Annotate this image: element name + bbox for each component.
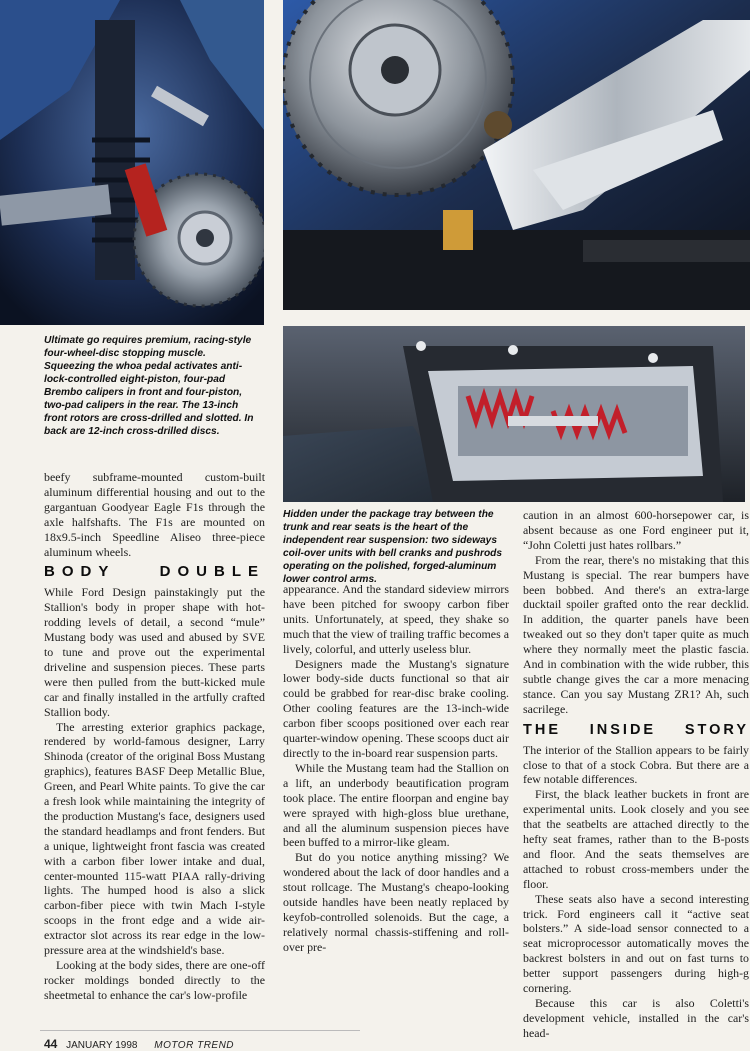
section-heading-inside-story: THE INSIDE STORY [523, 721, 749, 738]
paragraph: These seats also have a second interesting trick. Ford engineers call it “active seat bolsters.” A side-load sensor connected to a seat microprocessor automatically moves the backrest bolsters in and out on fast turns to better support passengers during high-g cornering. [523, 891, 749, 996]
paragraph: beefy subframe-mounted custom-built aluminum differential housing and out to the gargantuan Goodyear Eagle F1s through the axle halfshafts. The F1s are mounted on 18x9.5-inch Speedline Aliseo three-piece aluminum wheels. [44, 470, 265, 559]
text-column-3 [523, 508, 749, 1041]
issue-date: JANUARY 1998 [66, 1040, 138, 1051]
paragraph: caution in an almost 600-horsepower car, is absent because as one Ford engineer put it, “John Coletti just hates rollbars.” [523, 508, 749, 552]
text-column-2 [283, 582, 509, 955]
suspension-caption: Hidden under the package tray between the trunk and rear seats is the heart of the independent rear suspension: two sideways coil-over units with bell cranks and pushrods operating on the polished, forged-aluminum lower control arms. [283, 509, 503, 585]
front-brake-photo [0, 0, 264, 325]
page-footer [44, 1037, 234, 1051]
text-column-1 [44, 470, 265, 1003]
paragraph: Looking at the body sides, there are one-off rocker moldings bonded directly to the sheetmetal to enhance the car's low-profile [44, 958, 265, 1002]
paragraph: The interior of the Stallion appears to be fairly close to that of a stock Cobra. But there are a few notable differences. [523, 742, 749, 787]
paragraph: First, the black leather buckets in front are experimental units. Look closely and you see that the seatbelts are attached directly to the hefty seat frames, rather than to the B-posts and floor. And the seats themselves are attached to robust cross-members under the floor. [523, 787, 749, 891]
magazine-name: MOTOR TREND [154, 1040, 235, 1051]
paragraph: But do you notice anything missing? We wondered about the lack of door handles and a stout rollcage. The Mustang's cheapo-looking outside handles have been neatly replaced by keyfob-controlled solenoids. But the cage, a relatively normal chassis-stiffening and roll-over pre- [283, 850, 509, 954]
page-number: 44 [44, 1037, 58, 1051]
paragraph: While Ford Design painstakingly put the Stallion's body in proper shape with hot-rodding levels of detail, a second “mule” Mustang body was used and abused by SVE to tune and prove out the experimental driveline and suspension pieces. These parts were then pulled from the butt-kicked mule car and finally installed in the artfully crafted Stallion body. [44, 585, 265, 719]
paragraph: appearance. And the standard sideview mirrors have been pitched for swoopy carbon fiber units. Unfortunately, at speed, they shake so much that the view of trailing traffic becomes a lively, colorful, and utterly useless blur. [283, 582, 509, 656]
paragraph: The arresting exterior graphics package, rendered by world-famous designer, Larry Shinoda (creator of the original Boss Mustang graphics), features BASF Deep Metallic Blue, Green, and Pearl White paints. To give the car a fresh look while maintaining the integrity of the production Mustang's face, designers used the standard headlamps and front fenders. But a unique, lightweight front fascia was created with a carbon fiber lower intake and dual, center-mounted 115-watt PIAA rally-driving lights. The humped hood is also a slick carbon-fiber piece with twin Mach I-style scoops in the front edge and a wide air-extractor slot across its rear edge in the low-pressure area at the windshield's base. [44, 719, 265, 958]
section-heading-body-double: BODY DOUBLE [44, 563, 265, 581]
paragraph: From the rear, there's no mistaking that this Mustang is special. The rear bumpers have been bobbed. And there's an extra-large ducktail spoiler grafted onto the rear decklid. In addition, the quarter panels have been tweaked out so they don't taper quite as much where they normally meet the plastic fascia. And in combination with the wide rubber, this subtle change gives the car a more menacing stance. Can you say Mustang ZR1? Ah, such sacrilege. [523, 552, 749, 716]
brake-caption: Ultimate go requires premium, racing-style four-wheel-disc stopping muscle. Squeezing the whoa pedal activates anti-lock-controlled eight-piston, four-pad Brembo calipers in front and four-piston, two-pad calipers in the rear. The 13-inch front rotors are cross-drilled and slotted. In back are 12-inch cross-drilled discs. [44, 335, 254, 437]
rear-suspension-photo [283, 326, 745, 502]
paragraph: Because this car is also Coletti's development vehicle, installed in the car's head- [523, 996, 749, 1040]
rear-brake-photo [283, 0, 750, 310]
paragraph: Designers made the Mustang's signature lower body-side ducts functional so that air could be grabbed for rear-disc brake cooling. Other cooling features are the 13-inch-wide carbon fiber scoops positioned over each rear quarter-window opening. These scoops duct air directly to the in-board rear suspension parts. [283, 656, 509, 760]
footer-rule [40, 1030, 360, 1031]
paragraph: While the Mustang team had the Stallion on a lift, an underbody beautification program took place. The entire floorpan and engine bay were sprayed with high-gloss blue urethane, and all the aluminum suspension pieces have been buffed to a mirror-like gleam. [283, 760, 509, 850]
